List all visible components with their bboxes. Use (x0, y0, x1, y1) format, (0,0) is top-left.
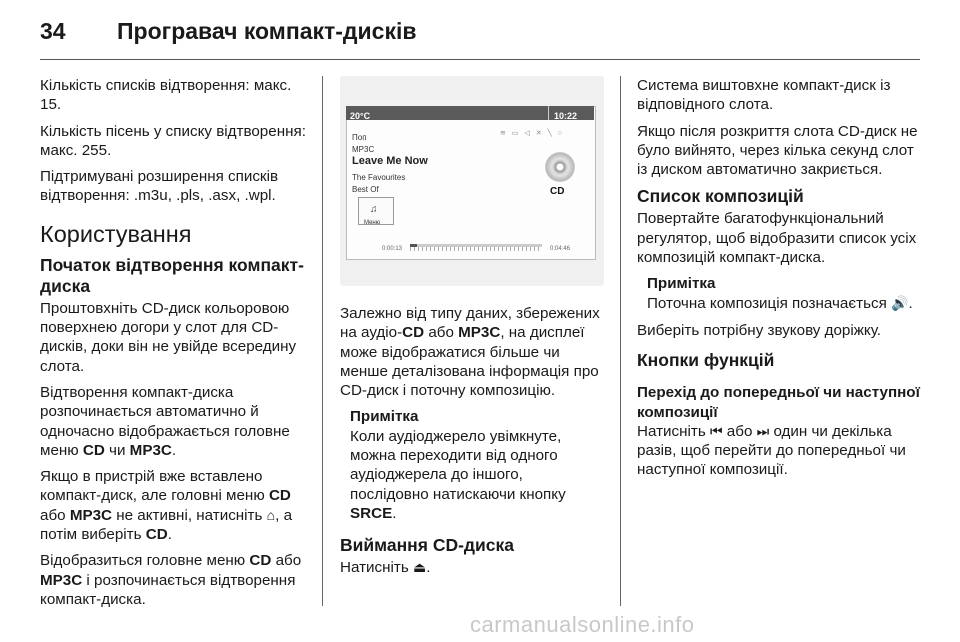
display-album: Best Of (352, 185, 379, 194)
note-text: Коли аудіоджерело увімкнуте, можна переходити від одного аудіоджерела до іншого, послідовно натискаючи кнопку SRCE. (350, 427, 566, 522)
paragraph: Повертайте багатофункціональний регулятор, щоб відобразити список усіх композицій компакт-диска. (637, 210, 917, 267)
paragraph: Якщо в пристрій вже вставлено компакт-диск, але головні меню CD або MP3C не активні, натисніть ⌂, а потім виберіть CD. (40, 468, 293, 544)
display-track-title: Leave Me Now (352, 155, 428, 167)
display-clock: 10:22 (554, 111, 578, 121)
progress-ticks (410, 247, 542, 251)
menu-name-mp3c: MP3C (129, 441, 172, 459)
display-temperature: 20°C (350, 111, 371, 121)
heading-prev-next-track: Перехід до попередньої чи наступної композиції (637, 384, 920, 421)
cd-disc-icon (545, 152, 575, 182)
note (647, 274, 925, 313)
elapsed-time: 0:00:13 (382, 246, 403, 252)
status-icons: ≋ ▭ ◁ ✕ ╲ ○ (500, 130, 564, 137)
note-text: Поточна композиція позначається 🔊. (647, 294, 913, 312)
subsection-heading-eject: Виймання CD-диска (340, 535, 515, 556)
paragraph: Натисніть ⏏. (340, 559, 431, 577)
cd-label: CD (550, 186, 565, 197)
paragraph: Виберіть потрібну звукову доріжку. (637, 321, 882, 339)
eject-icon: ⏏ (412, 559, 427, 576)
page-title: Програвач компакт-дисків (117, 18, 417, 44)
previous-track-icon: ⏮ (709, 422, 723, 439)
menu-name-cd: CD (402, 324, 425, 342)
menu-name-mp3c: MP3C (40, 571, 83, 589)
music-note-icon: ♫ (370, 204, 378, 215)
display-artist: The Favourites (352, 173, 406, 182)
menu-name-cd: CD (145, 526, 168, 544)
paragraph: Підтримувані розширення списків відтворення: .m3u, .pls, .asx, .wpl. (40, 168, 279, 205)
paragraph: Система виштовхне компакт-диск із відповідного слота. (637, 77, 891, 114)
next-track-icon: ⏭ (756, 422, 770, 439)
note-title: Примітка (350, 408, 419, 426)
display-genre: Поп (352, 133, 367, 142)
subsection-heading-start: Початок відтворення компакт-диска (40, 254, 304, 296)
menu-name-mp3c: MP3C (69, 506, 113, 524)
column-3 (637, 76, 925, 487)
section-heading-usage: Користування (40, 220, 192, 247)
header-divider (40, 59, 920, 60)
subsection-heading-function-buttons: Кнопки функцій (637, 350, 775, 371)
note (350, 407, 604, 523)
menu-name-cd: CD (82, 441, 105, 459)
paragraph: Кількість пісень у списку відтворення: макс. 255. (40, 122, 306, 159)
column-2 (340, 76, 604, 585)
paragraph: Залежно від типу даних, збережених на аудіо-CD або MP3C, на дисплеї може відображатися більше чи менше деталізована інформація про CD-диск і поточну композицію. (340, 305, 600, 400)
speaker-icon: 🔊 (891, 294, 909, 311)
home-icon: ⌂ (266, 506, 276, 523)
display-screenshot (340, 76, 604, 286)
menu-button-label: Меню (364, 220, 381, 226)
menu-name-cd: CD (268, 487, 291, 505)
total-time: 0:04:46 (550, 246, 571, 252)
menu-name-mp3c: MP3C (458, 324, 501, 342)
status-separator (548, 106, 549, 120)
watermark: carmanualsonline.info (470, 612, 695, 637)
column-1 (40, 76, 312, 616)
button-name-srce: SRCE (350, 504, 393, 522)
paragraph: Відобразиться головне меню CD або MP3C і розпочинається відтворення компакт-диска. (40, 552, 302, 608)
paragraph: Якщо після розкриття слота CD-диск не було вийнято, через кілька секунд слот із диском автоматично закриється. (637, 122, 918, 179)
paragraph: Кількість списків відтворення: макс. 15. (40, 77, 292, 114)
paragraph: Проштовхніть CD-диск кольоровою поверхнею догори у слот для CD-дисків, доки він не увійде всередину слота. (40, 299, 297, 375)
page-header (0, 0, 960, 60)
paragraph: Натисніть ⏮ або ⏭ один чи декілька разів, щоб перейти до попередньої чи наступної композиції. (637, 422, 906, 479)
display-source: MP3C (352, 145, 375, 154)
paragraph: Відтворення компакт-диска розпочинається автоматично й одночасно відображається головне меню CD чи MP3C. (40, 383, 290, 459)
page-number: 34 (40, 18, 66, 44)
menu-name-cd: CD (249, 552, 272, 570)
subsection-heading-track-list: Список композицій (637, 186, 804, 207)
column-divider-2 (620, 76, 621, 606)
column-divider-1 (322, 76, 323, 606)
note-title: Примітка (647, 275, 716, 293)
